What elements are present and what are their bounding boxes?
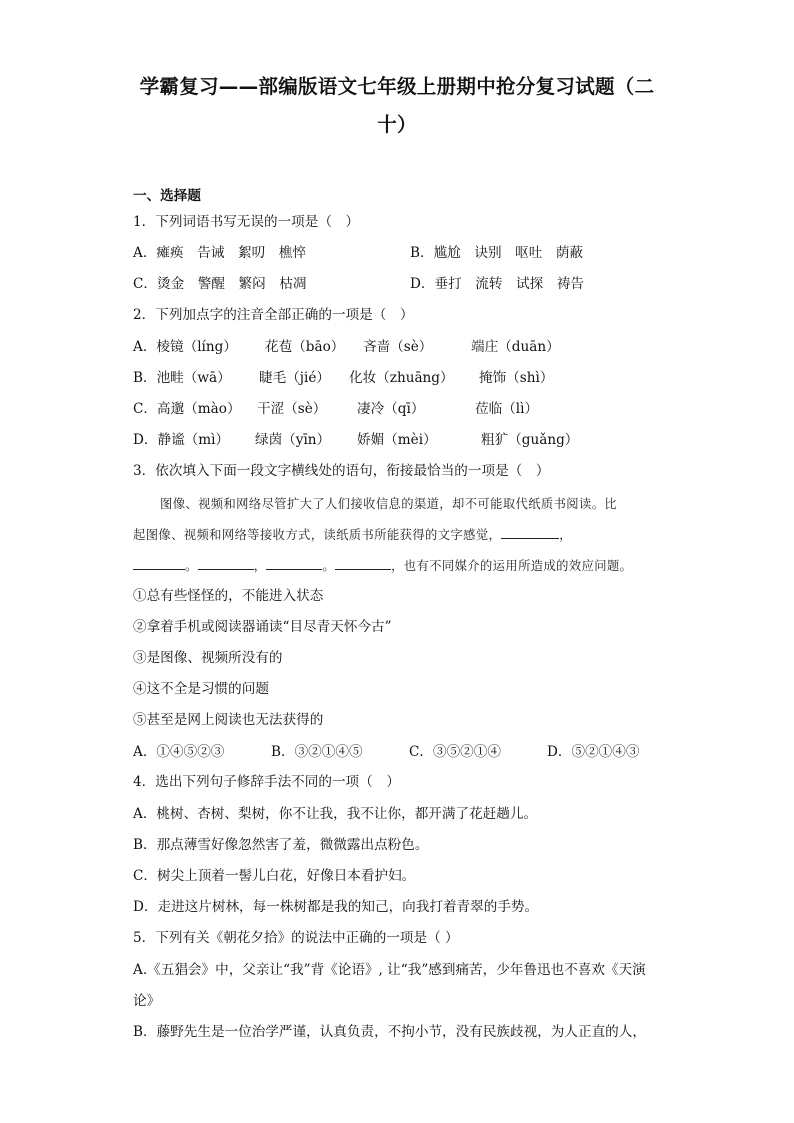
question-5-option-a-line-1: A.《五猖会》中，父亲让“我”背《论语》, 让“我”感到痛苦，少年鲁迅也不喜欢《天演 — [133, 962, 646, 978]
question-3-item-3: ③是图像、视频所没有的 — [133, 650, 283, 666]
title-line-1: 学霸复习——部编版语文七年级上册期中抢分复习试题（二 — [139, 75, 655, 98]
question-4-option-a: A．桃树、杏树、梨树，你不让我，我不让你，都开满了花赶趟儿。 — [133, 806, 538, 822]
question-3-option-c: C．③⑤②①④ — [409, 744, 501, 760]
question-1-option-a: A．瘫痪 告诫 絮叨 樵悴 — [133, 245, 306, 261]
question-5-option-b-line-1: B．藤野先生是一位治学严谨，认真负责，不拘小节，没有民族歧视，为人正直的人， — [133, 1024, 646, 1040]
question-4-option-b: B．那点薄雪好像忽然害了羞，微微露出点粉色。 — [133, 837, 429, 853]
question-3-option-a: A．①④⑤②③ — [133, 744, 225, 760]
question-1-option-b: B．尴尬 诀别 呕吐 荫蔽 — [410, 245, 584, 261]
question-3-item-1: ①总有些怪怪的，不能进入状态 — [133, 588, 324, 604]
question-3-passage-line-3 — [133, 556, 663, 574]
q2-c-word-3: 凄冷（qī） — [357, 401, 425, 417]
fill-blank-5[interactable] — [335, 557, 391, 570]
q2-a-word-4: 端庄（duān） — [471, 339, 560, 355]
q2-d-word-1: D．静谧（mì） — [133, 432, 230, 448]
question-3-option-b: B．③②①④⑤ — [271, 744, 363, 760]
question-3-item-2: ②拿着手机或阅读器诵读“目尽青天怀今古” — [133, 619, 392, 635]
passage-line-2-text: 起图像、视频和网络等接收方式，读纸质书所能获得的文字感觉， — [133, 528, 502, 542]
question-4-option-d: D．走进这片树林，每一株树都是我的知己，向我打着青翠的手势。 — [133, 899, 539, 915]
question-2-option-a — [133, 337, 574, 357]
question-5-stem: 5．下列有关《朝花夕拾》的说法中正确的一项是（ ） — [133, 930, 459, 946]
question-3-item-4: ④这不全是习惯的问题 — [133, 681, 269, 697]
question-2-stem: 2．下列加点字的注音全部正确的一项是（ ） — [133, 307, 414, 323]
period-2: 。 — [322, 559, 336, 573]
fill-blank-2[interactable] — [133, 557, 185, 570]
passage-line-3-text: ，也有不同媒介的运用所造成的效应问题。 — [391, 559, 633, 573]
comma-2: ， — [253, 559, 267, 573]
page-title — [100, 68, 694, 144]
q2-d-word-2: 绿茵（yīn） — [255, 432, 331, 448]
q2-a-word-3: 吝啬（sè） — [363, 339, 433, 355]
question-3-item-5: ⑤甚至是网上阅读也无法获得的 — [133, 712, 324, 728]
question-5-option-a-line-2: 论》 — [133, 993, 161, 1009]
title-line-2: 十） — [377, 113, 417, 136]
question-3-passage-line-2 — [133, 525, 663, 543]
question-4-stem: 4．选出下列句子修辞手法不同的一项（ ） — [133, 774, 400, 790]
question-1-stem: 1．下列词语书写无误的一项是（ ） — [133, 214, 360, 230]
question-2-option-b — [133, 368, 567, 388]
section-heading-choice: 一、选择题 — [133, 188, 201, 204]
q2-b-word-3: 化妆（zhuāng） — [349, 370, 454, 386]
question-4-option-c: C．树尖上顶着一髻儿白花，好像日本看护妇。 — [133, 868, 416, 884]
question-3-passage-line-1: 图像、视频和网络尽管扩大了人们接收信息的渠道，却不可能取代纸质书阅读。比 — [160, 497, 618, 511]
question-1-option-d: D．垂打 流转 试探 祷告 — [410, 276, 585, 292]
q2-c-word-1: C．高邈（mào） — [133, 401, 241, 417]
q2-b-word-2: 睫毛（jié） — [259, 370, 330, 386]
question-1-option-c: C．烫金 警醒 繁闷 枯凋 — [133, 276, 307, 292]
question-3-stem: 3．依次填入下面一段文字横线处的语句，衔接最恰当的一项是（ ） — [133, 463, 550, 479]
q2-c-word-4: 莅临（lì） — [475, 401, 539, 417]
q2-d-word-4: 粗犷（guǎng） — [481, 432, 579, 448]
period-1: 。 — [185, 559, 198, 573]
q2-d-word-3: 娇媚（mèi） — [357, 432, 437, 448]
question-3-option-d: D．⑤②①④③ — [547, 744, 640, 760]
question-2-option-d — [133, 430, 592, 450]
question-2-option-c — [133, 399, 552, 419]
q2-b-word-4: 掩饰（shì） — [479, 370, 554, 386]
fill-blank-1[interactable] — [501, 526, 559, 539]
fill-blank-4[interactable] — [266, 557, 322, 570]
q2-a-word-2: 花苞（bāo） — [265, 339, 345, 355]
fill-blank-3[interactable] — [198, 557, 254, 570]
q2-c-word-2: 干涩（sè） — [257, 401, 327, 417]
q2-a-word-1: A．棱镜（líng） — [133, 339, 237, 355]
comma-1: ， — [559, 528, 572, 542]
question-3-options — [133, 742, 653, 762]
q2-b-word-1: B．池畦（wā） — [133, 370, 231, 386]
